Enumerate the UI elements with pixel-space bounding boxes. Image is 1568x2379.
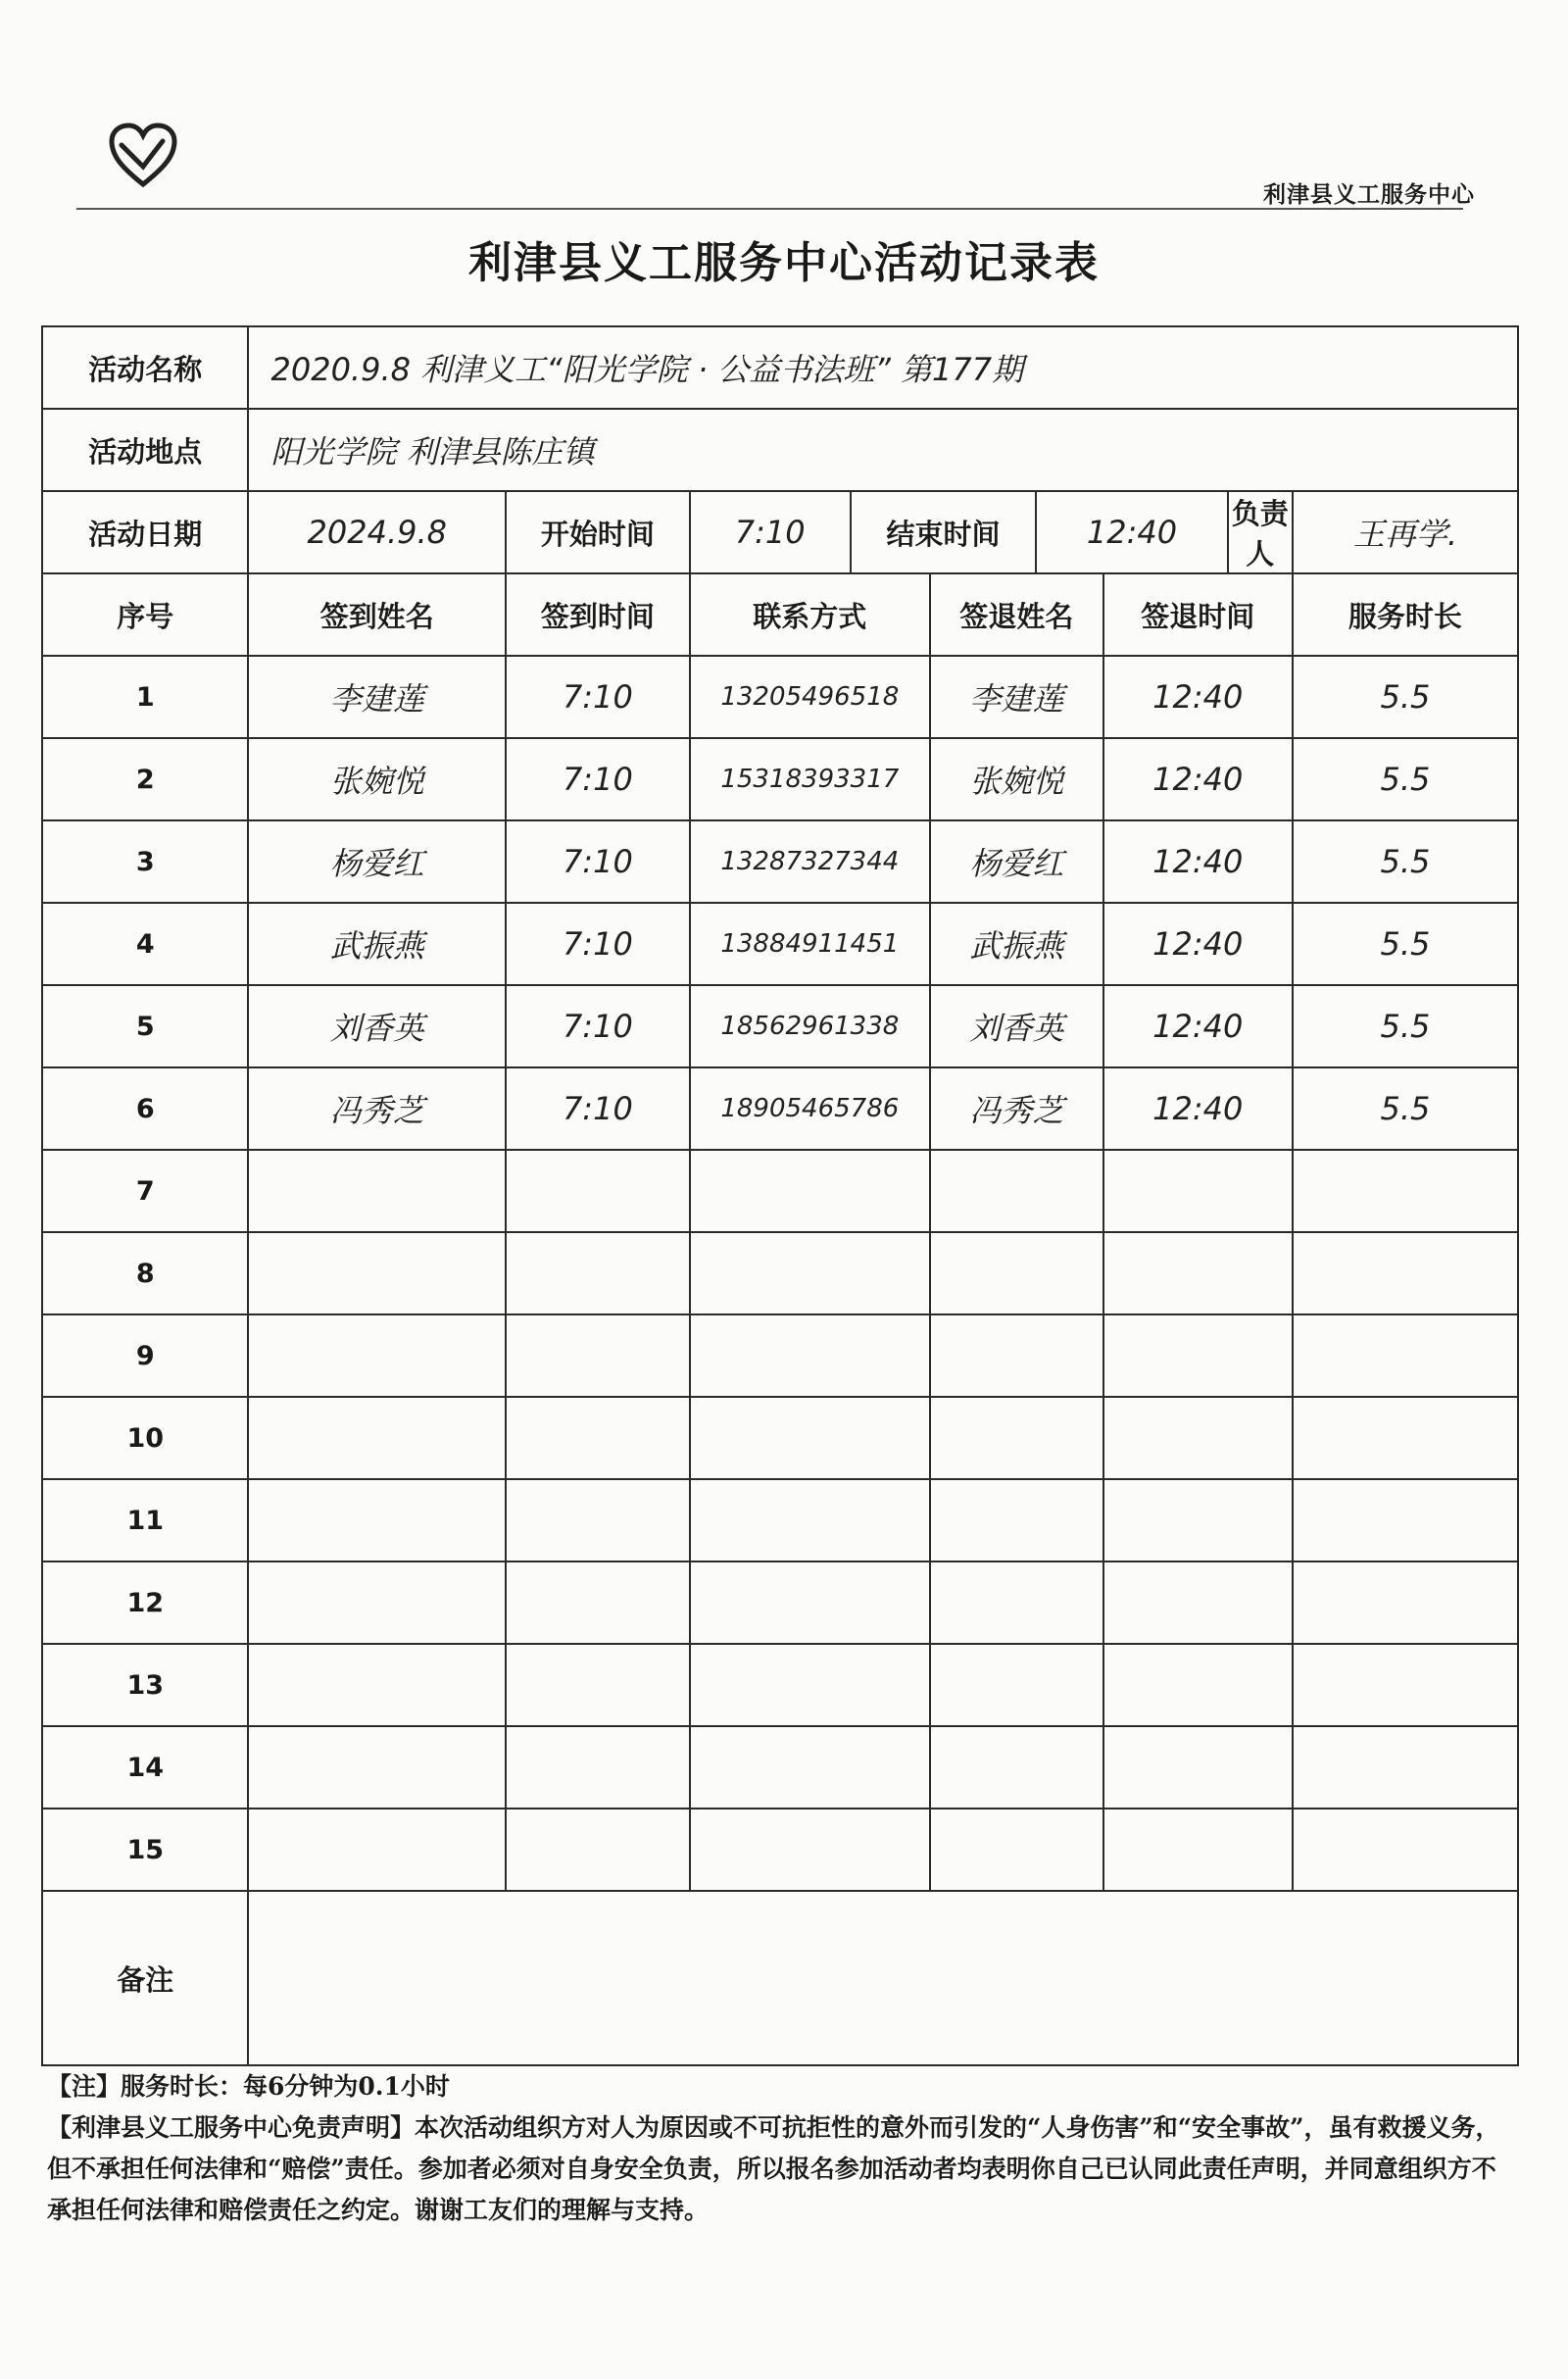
end-time-value: 12:40	[1036, 491, 1227, 573]
row-number: 14	[42, 1726, 248, 1809]
contact-phone: 18562961338	[690, 985, 930, 1067]
row-number: 15	[42, 1809, 248, 1891]
row-number: 11	[42, 1479, 248, 1561]
sign-in-name	[248, 1314, 506, 1397]
activity-name-label: 活动名称	[42, 326, 248, 409]
sign-out-name: 李建莲	[930, 656, 1103, 738]
disclaimer-text: 【利津县义工服务中心免责声明】本次活动组织方对人为原因或不可抗拒性的意外而引发的“人身伤害”和“安全事故”，虽有救援义务，但不承担任何法律和“赔偿”责任。参加者必须对自身安全负责，所以报名参加活动者均表明你自己已认同此责任声明，并同意组织方不承担任何法律和赔偿责任之约定。谢谢工友们的理解与支持。	[47, 2113, 1500, 2224]
table-row	[42, 985, 1518, 1067]
row-number: 9	[42, 1314, 248, 1397]
sign-in-time: 7:10	[506, 738, 690, 820]
activity-date-row	[42, 491, 1518, 573]
sign-out-time	[1103, 1314, 1293, 1397]
sign-in-name	[248, 1644, 506, 1726]
column-header-contact: 联系方式	[690, 573, 930, 656]
leader-label: 负责人	[1228, 491, 1293, 573]
table-row	[42, 1809, 1518, 1891]
table-row	[42, 1397, 1518, 1479]
heart-logo-icon	[106, 120, 180, 190]
sign-out-name	[930, 1644, 1103, 1726]
sign-out-time	[1103, 1644, 1293, 1726]
sign-out-name	[930, 1232, 1103, 1314]
contact-phone: 18905465786	[690, 1067, 930, 1150]
contact-phone: 13884911451	[690, 903, 930, 985]
sign-in-name	[248, 1561, 506, 1644]
sign-in-time	[506, 1644, 690, 1726]
activity-location-row	[42, 409, 1518, 491]
sign-in-name	[248, 1726, 506, 1809]
remarks-value	[248, 1891, 1518, 2065]
sign-in-name	[248, 1397, 506, 1479]
service-hours: 5.5	[1293, 903, 1518, 985]
sign-in-time: 7:10	[506, 985, 690, 1067]
column-header-sign-in-time: 签到时间	[506, 573, 690, 656]
sign-in-name	[248, 1150, 506, 1232]
contact-phone	[690, 1644, 930, 1726]
end-time-label: 结束时间	[851, 491, 1037, 573]
form-title: 利津县义工服务中心活动记录表	[468, 238, 1100, 288]
row-number: 12	[42, 1561, 248, 1644]
service-hours	[1293, 1561, 1518, 1644]
table-row	[42, 1314, 1518, 1397]
table-row	[42, 1561, 1518, 1644]
sign-in-name: 李建莲	[248, 656, 506, 738]
activity-name-value: 2020.9.8 利津义工“阳光学院 · 公益书法班” 第177期	[248, 326, 1518, 409]
service-hours	[1293, 1479, 1518, 1561]
contact-phone	[690, 1232, 930, 1314]
sign-out-name	[930, 1726, 1103, 1809]
row-number: 5	[42, 985, 248, 1067]
sign-in-time	[506, 1479, 690, 1561]
service-hours: 5.5	[1293, 985, 1518, 1067]
table-row	[42, 903, 1518, 985]
row-number: 10	[42, 1397, 248, 1479]
column-header-sign-out-time: 签退时间	[1103, 573, 1293, 656]
activity-location-value: 阳光学院 利津县陈庄镇	[248, 409, 1518, 491]
contact-phone: 13287327344	[690, 820, 930, 903]
sign-in-name	[248, 1479, 506, 1561]
sign-out-time: 12:40	[1103, 656, 1293, 738]
table-row	[42, 1150, 1518, 1232]
sign-out-name: 武振燕	[930, 903, 1103, 985]
org-name-header: 利津县义工服务中心	[1263, 181, 1475, 208]
contact-phone	[690, 1561, 930, 1644]
service-hours	[1293, 1809, 1518, 1891]
sign-in-name: 张婉悦	[248, 738, 506, 820]
record-table	[41, 325, 1519, 2066]
contact-phone	[690, 1479, 930, 1561]
contact-phone: 13205496518	[690, 656, 930, 738]
contact-phone	[690, 1150, 930, 1232]
sign-out-time	[1103, 1232, 1293, 1314]
sign-out-name	[930, 1150, 1103, 1232]
service-hours: 5.5	[1293, 656, 1518, 738]
sign-out-time: 12:40	[1103, 1067, 1293, 1150]
sign-out-name: 张婉悦	[930, 738, 1103, 820]
column-header-service-hours: 服务时长	[1293, 573, 1518, 656]
sign-in-time: 7:10	[506, 820, 690, 903]
sign-in-name	[248, 1809, 506, 1891]
remarks-label: 备注	[42, 1891, 248, 2065]
row-number: 8	[42, 1232, 248, 1314]
sign-out-name: 冯秀芝	[930, 1067, 1103, 1150]
sign-out-name	[930, 1397, 1103, 1479]
contact-phone	[690, 1397, 930, 1479]
table-row	[42, 1067, 1518, 1150]
service-hours: 5.5	[1293, 820, 1518, 903]
activity-name-row	[42, 326, 1518, 409]
sign-in-time: 7:10	[506, 1067, 690, 1150]
service-hours	[1293, 1150, 1518, 1232]
sign-out-name: 杨爱红	[930, 820, 1103, 903]
contact-phone	[690, 1809, 930, 1891]
sign-out-name	[930, 1479, 1103, 1561]
sign-out-time: 12:40	[1103, 738, 1293, 820]
sign-out-time	[1103, 1397, 1293, 1479]
leader-value: 王再学.	[1293, 491, 1518, 573]
sign-out-name	[930, 1809, 1103, 1891]
start-time-value: 7:10	[690, 491, 851, 573]
sign-in-name: 杨爱红	[248, 820, 506, 903]
table-row	[42, 1726, 1518, 1809]
column-header-row	[42, 573, 1518, 656]
sign-in-time	[506, 1809, 690, 1891]
sign-out-name	[930, 1561, 1103, 1644]
sign-in-time	[506, 1232, 690, 1314]
sign-out-time	[1103, 1809, 1293, 1891]
sign-in-name	[248, 1232, 506, 1314]
service-hours: 5.5	[1293, 1067, 1518, 1150]
table-row	[42, 1644, 1518, 1726]
contact-phone: 15318393317	[690, 738, 930, 820]
row-number: 3	[42, 820, 248, 903]
table-row	[42, 820, 1518, 903]
contact-phone	[690, 1726, 930, 1809]
row-number: 4	[42, 903, 248, 985]
activity-location-label: 活动地点	[42, 409, 248, 491]
sign-in-time	[506, 1314, 690, 1397]
row-number: 1	[42, 656, 248, 738]
start-time-label: 开始时间	[506, 491, 690, 573]
column-header-no: 序号	[42, 573, 248, 656]
service-hours	[1293, 1644, 1518, 1726]
sign-out-time	[1103, 1726, 1293, 1809]
table-row	[42, 1232, 1518, 1314]
sign-in-time	[506, 1150, 690, 1232]
sign-out-time	[1103, 1479, 1293, 1561]
sign-in-name: 刘香英	[248, 985, 506, 1067]
sign-out-time: 12:40	[1103, 985, 1293, 1067]
sign-out-time	[1103, 1561, 1293, 1644]
service-hours: 5.5	[1293, 738, 1518, 820]
service-hours	[1293, 1232, 1518, 1314]
sign-in-time: 7:10	[506, 903, 690, 985]
sign-out-time: 12:40	[1103, 903, 1293, 985]
column-header-sign-in-name: 签到姓名	[248, 573, 506, 656]
table-row	[42, 738, 1518, 820]
row-number: 6	[42, 1067, 248, 1150]
remarks-row	[42, 1891, 1518, 2065]
sign-in-time	[506, 1561, 690, 1644]
sign-in-name: 武振燕	[248, 903, 506, 985]
sign-in-time: 7:10	[506, 656, 690, 738]
sign-out-name: 刘香英	[930, 985, 1103, 1067]
sign-in-time	[506, 1397, 690, 1479]
sign-out-name	[930, 1314, 1103, 1397]
row-number: 7	[42, 1150, 248, 1232]
activity-date-label: 活动日期	[42, 491, 248, 573]
row-number: 13	[42, 1644, 248, 1726]
service-hours-note: 【注】服务时长：每6分钟为0.1小时	[47, 2072, 450, 2101]
activity-date-value: 2024.9.8	[248, 491, 506, 573]
table-row	[42, 1479, 1518, 1561]
column-header-sign-out-name: 签退姓名	[930, 573, 1103, 656]
sign-out-time: 12:40	[1103, 820, 1293, 903]
row-number: 2	[42, 738, 248, 820]
service-hours	[1293, 1397, 1518, 1479]
service-hours	[1293, 1726, 1518, 1809]
sign-in-time	[506, 1726, 690, 1809]
header-rule	[76, 208, 1463, 210]
footer-notes	[47, 2066, 1517, 2231]
contact-phone	[690, 1314, 930, 1397]
service-hours	[1293, 1314, 1518, 1397]
table-row	[42, 656, 1518, 738]
sign-in-name: 冯秀芝	[248, 1067, 506, 1150]
sign-out-time	[1103, 1150, 1293, 1232]
